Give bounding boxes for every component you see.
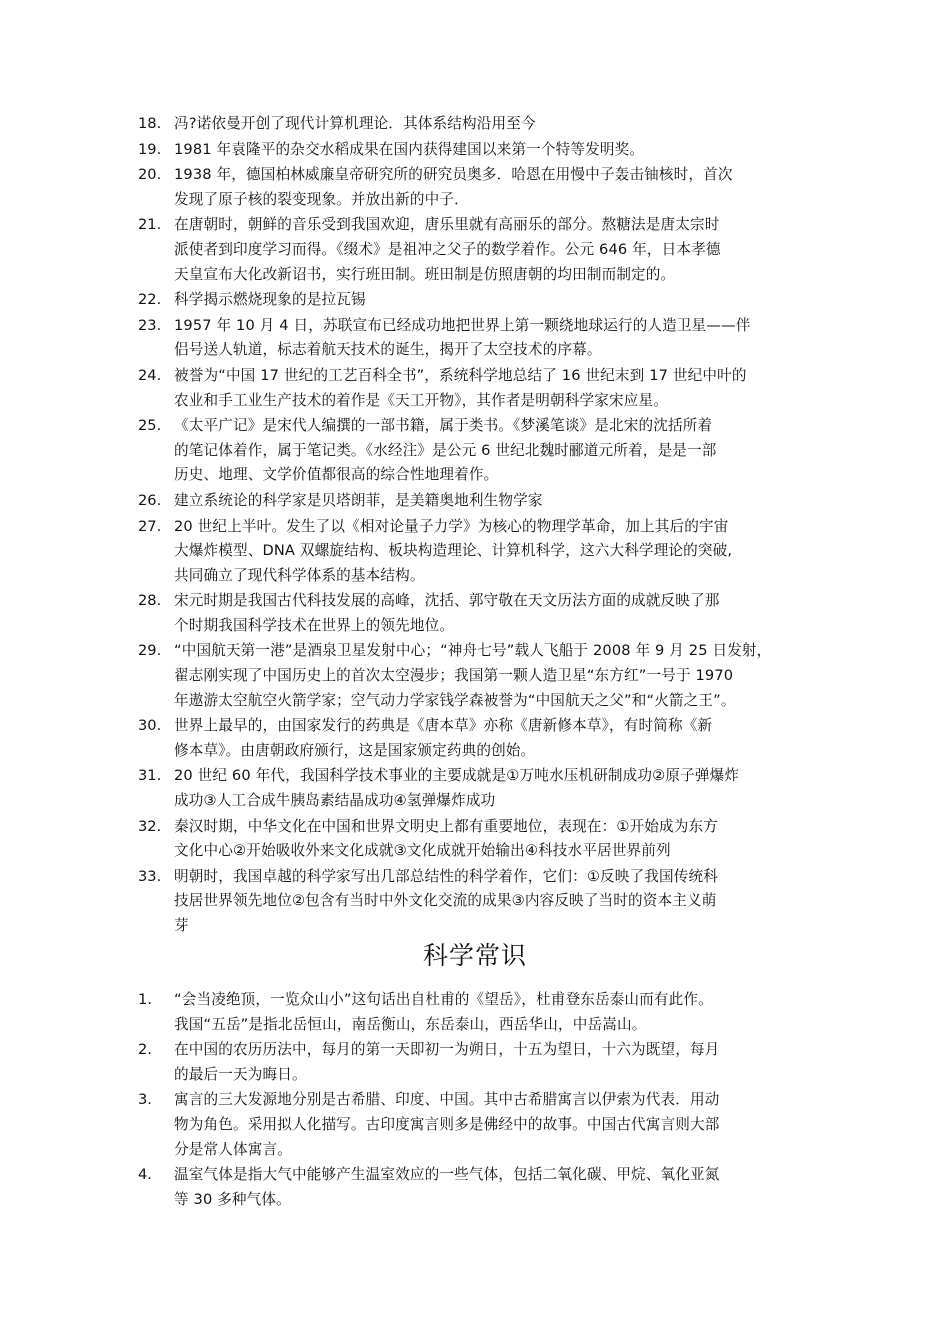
item-text: 《太平广记》是宋代人编撰的一部书籍，属于类书。《梦溪笔谈》是北宋的沈括所着 的笔记体着作，属于笔记类。《水经注》是公元 6 世纪北魏时郦道元所着，是是一部 历史、地理、文学价值都很高的综合性地理着作。 [174, 417, 717, 484]
item-text: “会当凌绝顶，一览众山小”这句话出自杜甫的《望岳》，杜甫登东岳泰山而有此作。 我国“五岳”是指北岳恒山，南岳衡山，东岳泰山，西岳华山，中岳嵩山。 [174, 991, 713, 1033]
item-number: 22. [138, 291, 162, 309]
item-text: 建立系统论的科学家是贝塔朗菲，是美籍奥地利生物学家 [174, 491, 543, 509]
list-item [138, 489, 838, 514]
science-common-sense-list [138, 988, 838, 1213]
item-text: 1938 年，德国柏林威廉皇帝研究所的研究员奥多．哈恩在用慢中子轰击铀核时，首次 发现了原子核的裂变现象。并放出新的中子． [174, 166, 733, 208]
list-item [138, 764, 838, 813]
item-text: “中国航天第一港”是酒泉卫星发射中心；“神舟七号”载人飞船于 2008 年 9 月 25 日发射， 翟志刚实现了中国历史上的首次太空漫步；我国第一颗人造卫星“东方红”一号于 1970 年遨游太空航空火箭学家；空气动力学家钱学森被誉为“中国航天之父”和“火箭之王”。 [174, 642, 772, 709]
item-number: 3. [138, 1091, 152, 1109]
item-number: 32. [138, 817, 162, 835]
item-number: 2. [138, 1041, 152, 1059]
item-text: 20 世纪 60 年代，我国科学技术事业的主要成就是①万吨水压机研制成功②原子弹爆炸 成功③人工合成牛胰岛素结晶成功④氢弹爆炸成功 [174, 767, 740, 810]
item-text: 温室气体是指大气中能够产生温室效应的一些气体，包括二氧化碳、甲烷、氧化亚氮 等 30 多种气体。 [174, 1166, 720, 1208]
list-item [138, 314, 838, 363]
list-item [138, 163, 838, 212]
item-text: 在唐朝时，朝鲜的音乐受到我国欢迎，唐乐里就有高丽乐的部分。熬糖法是唐太宗时 派使者到印度学习而得。《缀术》是祖冲之父子的数学着作。公元 646 年，日本孝德 天皇宣布大化改新诏书，实行班田制。班田制是仿照唐朝的均田制而制定的。 [174, 216, 721, 283]
list-item [138, 213, 838, 287]
list-item [138, 112, 838, 137]
list-item [138, 414, 838, 488]
section-title: 科学常识 [422, 941, 527, 970]
list-item [138, 988, 838, 1037]
list-item [138, 138, 838, 163]
item-number: 29. [138, 642, 162, 660]
item-number: 26. [138, 491, 162, 509]
item-text: 冯?诺依曼开创了现代计算机理论．其体系结构沿用至今 [174, 115, 536, 132]
item-text: 被誉为“中国 17 世纪的工艺百科全书”，系统科学地总结了 16 世纪末到 17 世纪中叶的 农业和手工业生产技术的着作是《天工开物》，其作者是明朝科学家宋应星。 [174, 366, 747, 409]
item-text: 科学揭示燃烧现象的是拉瓦锡 [174, 291, 366, 309]
item-number: 20. [138, 166, 162, 184]
item-text: 在中国的农历历法中，每月的第一天即初一为朔日，十五为望日，十六为既望，每月 的最后一天为晦日。 [174, 1041, 720, 1083]
item-number: 4. [138, 1166, 152, 1184]
list-item [138, 639, 838, 713]
item-number: 19. [138, 140, 162, 158]
list-item [138, 1038, 838, 1087]
list-item [138, 1088, 838, 1162]
item-text: 明朝时，我国卓越的科学家写出几部总结性的科学着作，它们：①反映了我国传统科 技居世界领先地位②包含有当时中外文化交流的成果③内容反映了当时的资本主义萌 芽 [174, 867, 719, 934]
item-number: 31. [138, 767, 162, 785]
list-item [138, 515, 838, 589]
item-number: 30. [138, 717, 162, 735]
list-item [138, 865, 838, 939]
item-text: 宋元时期是我国古代科技发展的高峰，沈括、郭守敬在天文历法方面的成就反映了那 个时期我国科学技术在世界上的领先地位。 [174, 592, 720, 634]
item-number: 1. [138, 991, 152, 1008]
item-text: 1957 年 10 月 4 日，苏联宣布已经成功地把世界上第一颗绕地球运行的人造卫星——伴 侣号送人轨道，标志着航天技术的诞生，揭开了太空技术的序幕。 [174, 316, 751, 359]
item-text: 寓言的三大发源地分别是古希腊、印度、中国。其中古希腊寓言以伊索为代表．用动 物为角色。采用拟人化描写。古印度寓言则多是佛经中的故事。中国古代寓言则大部 分是常人体寓言。 [174, 1091, 720, 1158]
item-text: 1981 年袁隆平的杂交水稻成果在国内获得建国以来第一个特等发明奖。 [174, 140, 645, 158]
item-number: 21. [138, 216, 162, 234]
item-number: 33. [138, 867, 162, 885]
list-item [138, 714, 838, 763]
item-text: 20 世纪上半叶。发生了以《相对论量子力学》为核心的物理学革命，加上其后的宇宙 大爆炸模型、DNA 双螺旋结构、板块构造理论、计算机科学，这六大科学理论的突破, 共同确立了现代科学体系的基本结构。 [174, 517, 733, 584]
list-item [138, 288, 838, 313]
item-number: 25. [138, 417, 162, 435]
list-item [138, 364, 838, 413]
item-text: 秦汉时期，中华文化在中国和世界文明史上都有重要地位，表现在：①开始成为东方 文化中心②开始吸收外来文化成就③文化成就开始输出④科技水平居世界前列 [174, 817, 719, 860]
item-text: 世界上最早的，由国家发行的药典是《唐本草》亦称《唐新修本草》，有时简称《新 修本草》。由唐朝政府颁行，这是国家颁定药典的创始。 [174, 717, 713, 759]
list-item [138, 589, 838, 638]
item-number: 28. [138, 592, 162, 610]
item-number: 24. [138, 366, 162, 384]
item-number: 23. [138, 316, 162, 334]
list-item [138, 815, 838, 864]
item-number: 27. [138, 517, 162, 535]
item-number: 18. [138, 115, 162, 132]
science-facts-list-continued [138, 112, 838, 940]
list-item [138, 1163, 838, 1212]
